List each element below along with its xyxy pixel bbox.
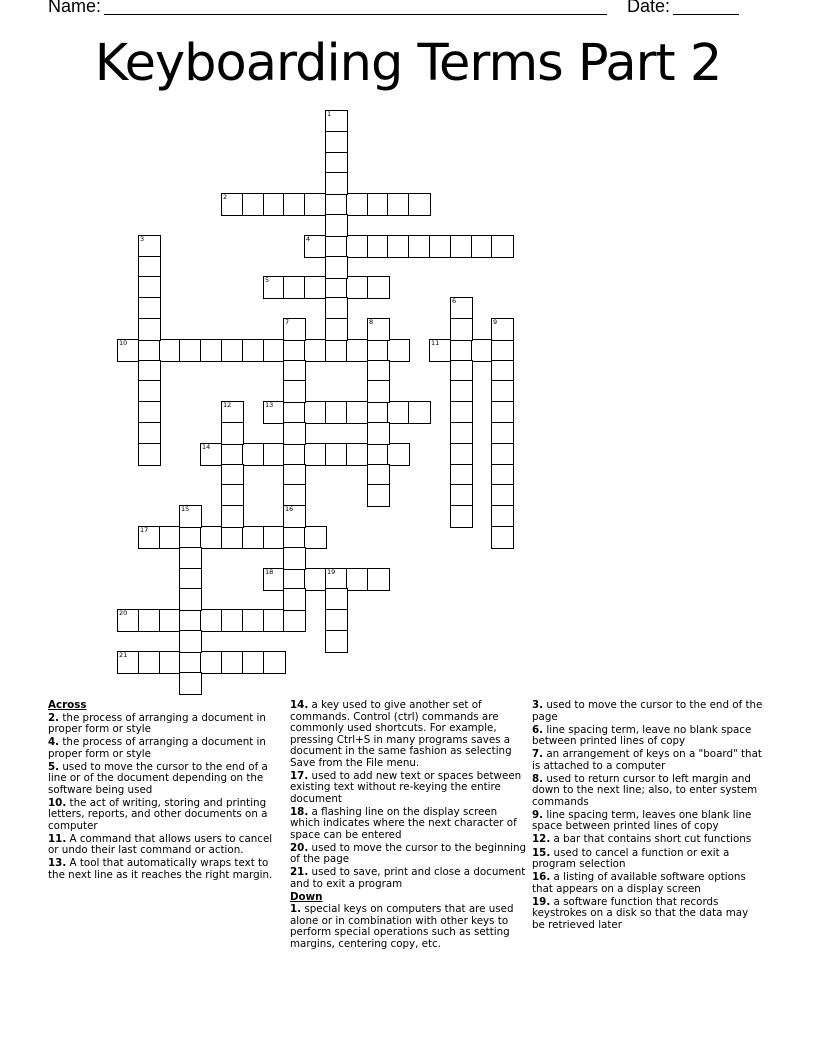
clue-number: 17 <box>140 526 149 534</box>
down-clue: 8. used to return cursor to left margin and down to the next line; also, to enter system commands <box>532 772 758 808</box>
across-clue: 14. a key used to give another set of commands. Control (ctrl) commands are commonly used shortcuts. For example, pressing Ctrl+S in many programs saves a document in the same fashion as selecting Save from the File menu. <box>290 699 512 769</box>
grid-cell[interactable] <box>263 651 286 674</box>
grid-cell[interactable] <box>325 588 348 611</box>
grid-cell[interactable] <box>325 214 348 237</box>
grid-cell[interactable] <box>138 609 161 632</box>
grid-cell[interactable] <box>179 526 202 549</box>
clue-text: A tool that automatically wraps text to the next line as it reaches the right margin. <box>48 857 273 881</box>
grid-cell[interactable] <box>491 484 514 507</box>
down-heading: Down <box>290 890 323 903</box>
clue-number: 19 <box>327 568 336 576</box>
clue-number-label: 13 <box>48 857 63 870</box>
across-clue: 5. used to move the cursor to the end of a line or of the document depending on the software being used <box>48 760 268 796</box>
grid-cell[interactable] <box>283 505 306 528</box>
clue-number: 15 <box>181 505 190 513</box>
clue-number: 6 <box>452 297 457 305</box>
clue-number: 1 <box>327 110 332 118</box>
grid-cell[interactable] <box>138 339 161 362</box>
clue-number-label: 19 <box>532 895 547 908</box>
grid-cell[interactable] <box>325 110 348 133</box>
grid-cell[interactable] <box>491 526 514 549</box>
name-label: Name: <box>48 0 102 16</box>
grid-cell[interactable] <box>304 568 327 591</box>
clue-text: a flashing line on the display screen which indicates where the next character of space can be entered <box>290 805 517 841</box>
clue-number-label: 5 <box>48 760 56 773</box>
clue-text: used to return cursor to left margin and down to the next line; also, to enter system commands <box>532 772 758 808</box>
clues-column-2 <box>290 700 526 952</box>
grid-cell[interactable] <box>325 443 348 466</box>
grid-cell[interactable] <box>450 235 473 258</box>
clue-text: used to add new text or spaces between existing text without re-keying the entire document <box>290 769 522 805</box>
grid-cell[interactable] <box>283 443 306 466</box>
grid-cell[interactable] <box>304 443 327 466</box>
clue-number-label: 2 <box>48 711 56 724</box>
clue-number: 8 <box>369 318 374 326</box>
grid-cell[interactable] <box>221 526 244 549</box>
grid-cell[interactable] <box>117 339 140 362</box>
date-field-line[interactable] <box>673 14 739 15</box>
down-clue: 7. an arrangement of keys on a "board" that is attached to a computer <box>532 748 762 772</box>
grid-cell[interactable] <box>179 651 202 674</box>
grid-cell[interactable] <box>491 318 514 341</box>
down-clue: 6. line spacing term, leave no blank space between printed lines of copy <box>532 723 752 748</box>
clue-text: used to move the cursor to the end of the page <box>532 699 763 723</box>
grid-cell[interactable] <box>283 547 306 570</box>
header <box>48 0 748 20</box>
clue-text: used to save, print and close a document and to exit a program <box>290 866 526 890</box>
across-clue: 18. a flashing line on the display screen which indicates where the next character of space can be entered <box>290 805 517 841</box>
clue-text: A command that allows users to cancel or undo their last command or action. <box>48 832 273 857</box>
grid-cell[interactable] <box>283 526 306 549</box>
grid-cell[interactable] <box>200 339 223 362</box>
clue-text: used to move the cursor to the end of a line or of the document depending on the software being used <box>48 760 268 796</box>
clue-number-label: 3 <box>532 699 540 711</box>
grid-cell[interactable] <box>325 276 348 299</box>
grid-cell[interactable] <box>117 651 140 674</box>
clue-number-label: 6 <box>532 723 540 736</box>
grid-cell[interactable] <box>283 318 306 341</box>
clue-number-label: 20 <box>290 841 305 854</box>
clue-text: the process of arranging a document in proper form or style <box>48 711 266 735</box>
grid-cell[interactable] <box>325 193 348 216</box>
grid-cell[interactable] <box>450 339 473 362</box>
grid-cell[interactable] <box>387 235 410 258</box>
grid-cell[interactable] <box>325 339 348 362</box>
grid-cell[interactable] <box>179 672 202 695</box>
grid-cell[interactable] <box>450 443 473 466</box>
grid-cell[interactable] <box>304 235 327 258</box>
across-clue: 21. used to save, print and close a document and to exit a program <box>290 866 526 890</box>
grid-cell[interactable] <box>346 193 369 216</box>
clue-text: used to move the cursor to the beginning of the page <box>290 841 527 866</box>
grid-cell[interactable] <box>242 339 265 362</box>
grid-cell[interactable] <box>325 297 348 320</box>
grid-cell[interactable] <box>221 193 244 216</box>
clue-number-label: 7 <box>532 748 540 761</box>
grid-cell[interactable] <box>138 526 161 549</box>
clue-number-label: 15 <box>532 846 547 859</box>
grid-cell[interactable] <box>367 422 390 445</box>
grid-cell[interactable] <box>138 297 161 320</box>
grid-cell[interactable] <box>450 380 473 403</box>
grid-cell[interactable] <box>325 256 348 279</box>
grid-cell[interactable] <box>242 193 265 216</box>
grid-cell[interactable] <box>138 235 161 258</box>
across-clue: 20. used to move the cursor to the beginning of the page <box>290 841 527 866</box>
grid-cell[interactable] <box>408 235 431 258</box>
grid-cell[interactable] <box>283 422 306 445</box>
grid-cell[interactable] <box>491 235 514 258</box>
grid-cell[interactable] <box>200 443 223 466</box>
clue-number: 13 <box>265 401 274 409</box>
grid-cell[interactable] <box>304 193 327 216</box>
grid-cell[interactable] <box>387 401 410 424</box>
grid-cell[interactable] <box>491 401 514 424</box>
grid-cell[interactable] <box>325 630 348 653</box>
down-clue: 9. line spacing term, leaves one blank line space between printed lines of copy <box>532 808 752 833</box>
grid-cell[interactable] <box>221 443 244 466</box>
clue-number-label: 16 <box>532 871 547 884</box>
grid-cell[interactable] <box>450 505 473 528</box>
clue-text: a software function that records keystrokes on a disk so that the data may be retrieved later <box>532 895 749 931</box>
grid-cell[interactable] <box>387 339 410 362</box>
clue-number-label: 12 <box>532 833 547 846</box>
grid-cell[interactable] <box>387 443 410 466</box>
down-clue: 12. a bar that contains short cut functions <box>532 833 752 846</box>
grid-cell[interactable] <box>138 651 161 674</box>
across-clue: 17. used to add new text or spaces between existing text without re-keying the entire document <box>290 769 522 805</box>
grid-cell[interactable] <box>491 422 514 445</box>
grid-cell[interactable] <box>117 609 140 632</box>
grid-cell[interactable] <box>408 193 431 216</box>
clue-number: 9 <box>493 318 498 326</box>
grid-cell[interactable] <box>367 318 390 341</box>
down-clue: 1. special keys on computers that are used alone or in combination with other keys to perform special operations such as setting margins, centering copy, etc. <box>290 903 514 950</box>
grid-cell[interactable] <box>325 609 348 632</box>
grid-cell[interactable] <box>367 484 390 507</box>
grid-cell[interactable] <box>429 339 452 362</box>
clue-text: the process of arranging a document in proper form or style <box>48 736 266 760</box>
grid-cell[interactable] <box>325 235 348 258</box>
grid-cell[interactable] <box>346 401 369 424</box>
grid-cell[interactable] <box>346 276 369 299</box>
grid-cell[interactable] <box>138 401 161 424</box>
across-clue: 4. the process of arranging a document in proper form or style <box>48 736 266 760</box>
clue-number: 20 <box>119 609 128 617</box>
grid-cell[interactable] <box>200 651 223 674</box>
across-clue: 11. A command that allows users to cancel or undo their last command or action. <box>48 832 273 857</box>
clue-text: the act of writing, storing and printing letters, reports, and other documents on a computer <box>48 796 268 832</box>
grid-cell[interactable] <box>283 609 306 632</box>
clue-number-label: 8 <box>532 772 540 785</box>
grid-cell[interactable] <box>283 588 306 611</box>
grid-cell[interactable] <box>221 505 244 528</box>
grid-cell[interactable] <box>346 443 369 466</box>
clue-number: 10 <box>119 339 128 347</box>
grid-cell[interactable] <box>179 630 202 653</box>
grid-cell[interactable] <box>242 443 265 466</box>
grid-cell[interactable] <box>283 401 306 424</box>
grid-cell[interactable] <box>221 339 244 362</box>
clue-number-label: 11 <box>48 832 63 845</box>
down-clue: 19. a software function that records keystrokes on a disk so that the data may be retrieved later <box>532 895 749 931</box>
grid-cell[interactable] <box>491 505 514 528</box>
grid-cell[interactable] <box>138 276 161 299</box>
grid-cell[interactable] <box>138 380 161 403</box>
grid-cell[interactable] <box>221 401 244 424</box>
grid-cell[interactable] <box>283 484 306 507</box>
clue-number: 12 <box>223 401 232 409</box>
clue-number: 16 <box>285 505 294 513</box>
clue-text: used to cancel a function or exit a program selection <box>532 846 730 871</box>
clue-number: 11 <box>431 339 440 347</box>
grid-cell[interactable] <box>179 588 202 611</box>
grid-cell[interactable] <box>179 547 202 570</box>
grid-cell[interactable] <box>429 235 452 258</box>
clue-text: a bar that contains short cut functions <box>553 833 752 846</box>
clue-number: 4 <box>306 235 311 243</box>
grid-cell[interactable] <box>138 443 161 466</box>
grid-cell[interactable] <box>138 318 161 341</box>
clue-number-label: 21 <box>290 866 305 879</box>
clue-number: 5 <box>265 276 270 284</box>
grid-cell[interactable] <box>221 651 244 674</box>
grid-cell[interactable] <box>242 651 265 674</box>
clue-number-label: 17 <box>290 769 305 782</box>
across-clue: 13. A tool that automatically wraps text to the next line as it reaches the right margin. <box>48 857 273 881</box>
grid-cell[interactable] <box>221 609 244 632</box>
clue-text: line spacing term, leave no blank space between printed lines of copy <box>532 723 752 748</box>
name-field-line[interactable] <box>104 14 607 15</box>
grid-cell[interactable] <box>283 276 306 299</box>
down-clue: 15. used to cancel a function or exit a program selection <box>532 846 730 871</box>
grid-cell[interactable] <box>179 505 202 528</box>
grid-cell[interactable] <box>450 318 473 341</box>
clues-column-3 <box>532 700 764 933</box>
grid-cell[interactable] <box>325 131 348 154</box>
clue-number-label: 14 <box>290 699 305 711</box>
grid-cell[interactable] <box>367 568 390 591</box>
grid-cell[interactable] <box>491 339 514 362</box>
clue-number-label: 9 <box>532 808 540 821</box>
clue-number: 21 <box>119 651 128 659</box>
clue-number: 14 <box>202 443 211 451</box>
across-clue: 2. the process of arranging a document in proper form or style <box>48 711 266 735</box>
clue-text: a listing of available software options that appears on a display screen <box>532 871 746 895</box>
down-clue: 3. used to move the cursor to the end of the page <box>532 699 763 723</box>
grid-cell[interactable] <box>221 484 244 507</box>
grid-cell[interactable] <box>200 526 223 549</box>
grid-cell[interactable] <box>242 609 265 632</box>
clues-column-1 <box>48 700 283 883</box>
clue-number-label: 18 <box>290 805 305 818</box>
grid-cell[interactable] <box>450 401 473 424</box>
clue-number: 7 <box>285 318 290 326</box>
clue-text: a key used to give another set of commands. Control (ctrl) commands are commonly used shortcuts. For example, pressing Ctrl+S in many programs saves a document in the same fashion as selecting Save from the File menu. <box>290 699 512 769</box>
across-heading: Across <box>48 699 87 711</box>
grid-cell[interactable] <box>491 443 514 466</box>
grid-cell[interactable] <box>367 380 390 403</box>
grid-cell[interactable] <box>346 568 369 591</box>
grid-cell[interactable] <box>491 380 514 403</box>
grid-cell[interactable] <box>179 339 202 362</box>
clue-text: special keys on computers that are used alone or in combination with other keys to perform special operations such as setting margins, centering copy, etc. <box>290 903 514 950</box>
grid-cell[interactable] <box>304 339 327 362</box>
grid-cell[interactable] <box>283 193 306 216</box>
grid-cell[interactable] <box>346 235 369 258</box>
grid-cell[interactable] <box>325 401 348 424</box>
grid-cell[interactable] <box>304 276 327 299</box>
clue-number-label: 1 <box>290 903 298 916</box>
grid-cell[interactable] <box>200 609 223 632</box>
down-clue: 16. a listing of available software options that appears on a display screen <box>532 871 746 895</box>
grid-cell[interactable] <box>304 401 327 424</box>
grid-cell[interactable] <box>367 276 390 299</box>
grid-cell[interactable] <box>283 380 306 403</box>
clue-number: 2 <box>223 193 228 201</box>
grid-cell[interactable] <box>325 172 348 195</box>
clue-number-label: 4 <box>48 736 56 749</box>
grid-cell[interactable] <box>179 609 202 632</box>
grid-cell[interactable] <box>138 422 161 445</box>
clue-text: an arrangement of keys on a "board" that is attached to a computer <box>532 748 762 772</box>
grid-cell[interactable] <box>450 422 473 445</box>
grid-cell[interactable] <box>450 484 473 507</box>
grid-cell[interactable] <box>242 526 265 549</box>
grid-cell[interactable] <box>346 339 369 362</box>
page-title: Keyboarding Terms Part 2 <box>94 34 722 93</box>
clue-text: line spacing term, leaves one blank line space between printed lines of copy <box>532 808 752 833</box>
clue-number: 18 <box>265 568 274 576</box>
grid-cell[interactable] <box>408 401 431 424</box>
clue-number: 3 <box>140 235 145 243</box>
grid-cell[interactable] <box>304 526 327 549</box>
date-label: Date: <box>627 0 671 16</box>
grid-cell[interactable] <box>325 318 348 341</box>
grid-cell[interactable] <box>387 193 410 216</box>
grid-cell[interactable] <box>221 422 244 445</box>
clue-number-label: 10 <box>48 796 63 809</box>
across-clue: 10. the act of writing, storing and printing letters, reports, and other documents on a computer <box>48 796 268 832</box>
grid-cell[interactable] <box>283 339 306 362</box>
grid-cell[interactable] <box>450 297 473 320</box>
